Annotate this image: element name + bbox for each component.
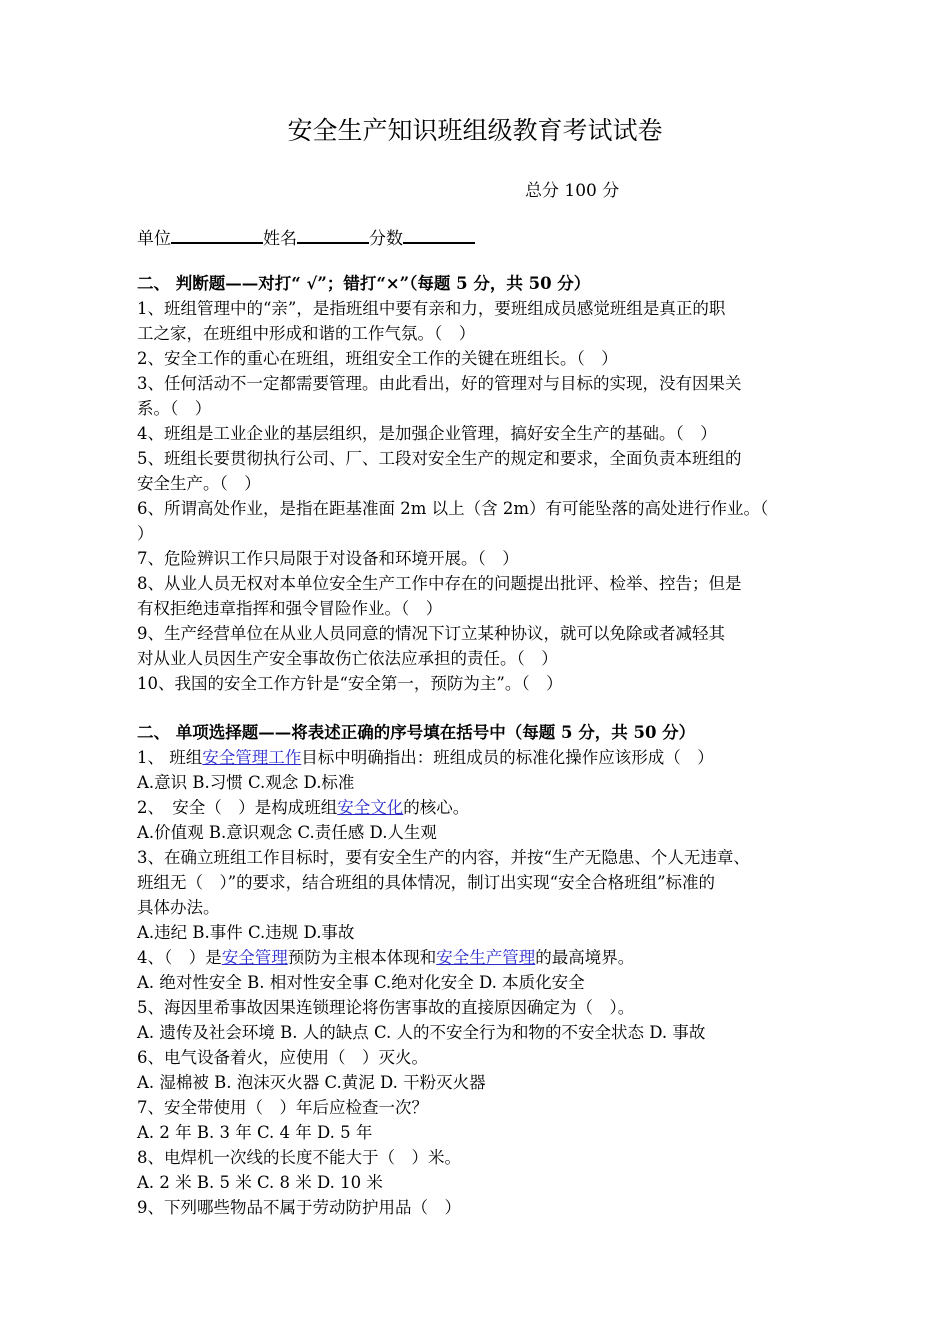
question-2 xyxy=(137,795,817,820)
unit-blank xyxy=(171,224,263,244)
score-blank xyxy=(403,224,475,244)
question-1 xyxy=(137,745,817,770)
section-gap xyxy=(137,696,817,720)
q3-line: 具体办法。 xyxy=(137,898,220,917)
name-blank xyxy=(297,224,369,244)
link-safety-production-management[interactable]: 安全生产管理 xyxy=(436,948,536,967)
judge-line: 6、所谓高处作业，是指在距基准面 2m 以上（含 2m）有可能坠落的高处进行作业。（ xyxy=(137,499,769,518)
options-line: A. 2 米 B. 5 米 C. 8 米 D. 10 米 xyxy=(137,1173,383,1192)
judge-line: ） xyxy=(137,524,154,543)
q2-options: A.价值观 B.意识观念 C.责任感 D.人生观 xyxy=(137,823,437,842)
link-safety-culture[interactable]: 安全文化 xyxy=(337,798,404,817)
q3-line: 班组无（ ）”的要求，结合班组的具体情况，制订出实现“安全合格班组”标准的 xyxy=(137,873,716,892)
judge-line: 7、危险辨识工作只局限于对设备和环境开展。（ ） xyxy=(137,549,519,568)
q3-line: 3、在确立班组工作目标时，要有安全生产的内容，并按“生产无隐患、个人无违章、 xyxy=(137,848,750,867)
page-title: 安全生产知识班组级教育考试试卷 xyxy=(287,116,663,145)
judge-line: 2、安全工作的重心在班组，班组安全工作的关键在班组长。（ ） xyxy=(137,349,618,368)
options-line: A. 遗传及社会环境 B. 人的缺点 C. 人的不安全行为和物的不安全状态 D. 事故 xyxy=(137,1023,706,1042)
question-line: 6、电气设备着火，应使用（ ）灭火。 xyxy=(137,1048,428,1067)
question-line: 7、安全带使用（ ）年后应检查一次？ xyxy=(137,1098,428,1117)
question-line: 8、电焊机一次线的长度不能大于（ ）米。 xyxy=(137,1148,461,1167)
q1-text-post: 目标中明确指出：班组成员的标准化操作应该形成（ ） xyxy=(301,748,714,767)
options-line: A. 2 年 B. 3 年 C. 4 年 D. 5 年 xyxy=(137,1123,373,1142)
judge-line: 安全生产。（ ） xyxy=(137,474,261,493)
q1-text-pre: 1、 班组 xyxy=(137,748,203,767)
judge-line: 1、班组管理中的“亲”，是指班组中要有亲和力，要班组成员感觉班组是真正的职 xyxy=(137,299,726,318)
judge-line: 对从业人员因生产安全事故伤亡依法应承担的责任。（ ） xyxy=(137,649,558,668)
question-line: 9、下列哪些物品不属于劳动防护用品（ ） xyxy=(137,1198,461,1217)
options-line: A. 湿棉被 B. 泡沫灭火器 C.黄泥 D. 干粉灭火器 xyxy=(137,1073,486,1092)
question-line: 5、海因里希事故因果连锁理论将伤害事故的直接原因确定为（ ）。 xyxy=(137,998,635,1017)
judge-line: 系。（ ） xyxy=(137,399,212,418)
judge-line: 10、我国的安全工作方针是“安全第一，预防为主”。（ ） xyxy=(137,674,563,693)
judge-line: 3、任何活动不一定都需要管理。由此看出，好的管理对与目标的实现，没有因果关 xyxy=(137,374,742,393)
judge-line: 有权拒绝违章指挥和强令冒险作业。（ ） xyxy=(137,599,443,618)
question-4 xyxy=(137,945,817,970)
info-line xyxy=(137,224,475,254)
link-safety-management-work[interactable]: 安全管理工作 xyxy=(202,748,302,767)
judge-line: 9、生产经营单位在从业人员同意的情况下订立某种协议，就可以免除或者减轻其 xyxy=(137,624,725,643)
section1-heading: 二、 判断题——对打“ √”；错打“×”（每题 5 分，共 50 分） xyxy=(137,274,591,293)
q2-text-post: 的核心。 xyxy=(403,798,470,817)
judge-line: 5、班组长要贯彻执行公司、厂、工段对安全生产的规定和要求，全面负责本班组的 xyxy=(137,449,742,468)
q4-text-pre: 4、（ ）是 xyxy=(137,948,222,967)
name-label: 姓名 xyxy=(263,229,297,249)
q4-text-mid: 预防为主根本体现和 xyxy=(287,948,437,967)
unit-label: 单位 xyxy=(137,229,171,249)
document-body xyxy=(137,271,817,1220)
judge-line: 4、班组是工业企业的基层组织，是加强企业管理，搞好安全生产的基础。（ ） xyxy=(137,424,717,443)
q2-text-pre: 2、 安全（ ）是构成班组 xyxy=(137,798,338,817)
judge-line: 8、从业人员无权对本单位安全生产工作中存在的问题提出批评、检举、控告；但是 xyxy=(137,574,742,593)
total-score: 总分 100 分 xyxy=(525,181,620,201)
q1-options: A.意识 B.习惯 C.观念 D.标准 xyxy=(137,773,355,792)
q3-options: A.违纪 B.事件 C.违规 D.事故 xyxy=(137,923,355,942)
judge-line: 工之家，在班组中形成和谐的工作气氛。（ ） xyxy=(137,324,476,343)
link-safety-management[interactable]: 安全管理 xyxy=(221,948,288,967)
q4-options: A. 绝对性安全 B. 相对性安全事 C.绝对化安全 D. 本质化安全 xyxy=(137,973,585,992)
q4-text-post: 的最高境界。 xyxy=(535,948,635,967)
score-label: 分数 xyxy=(369,229,403,249)
section2-heading: 二、 单项选择题——将表述正确的序号填在括号中（每题 5 分，共 50 分） xyxy=(137,723,696,742)
